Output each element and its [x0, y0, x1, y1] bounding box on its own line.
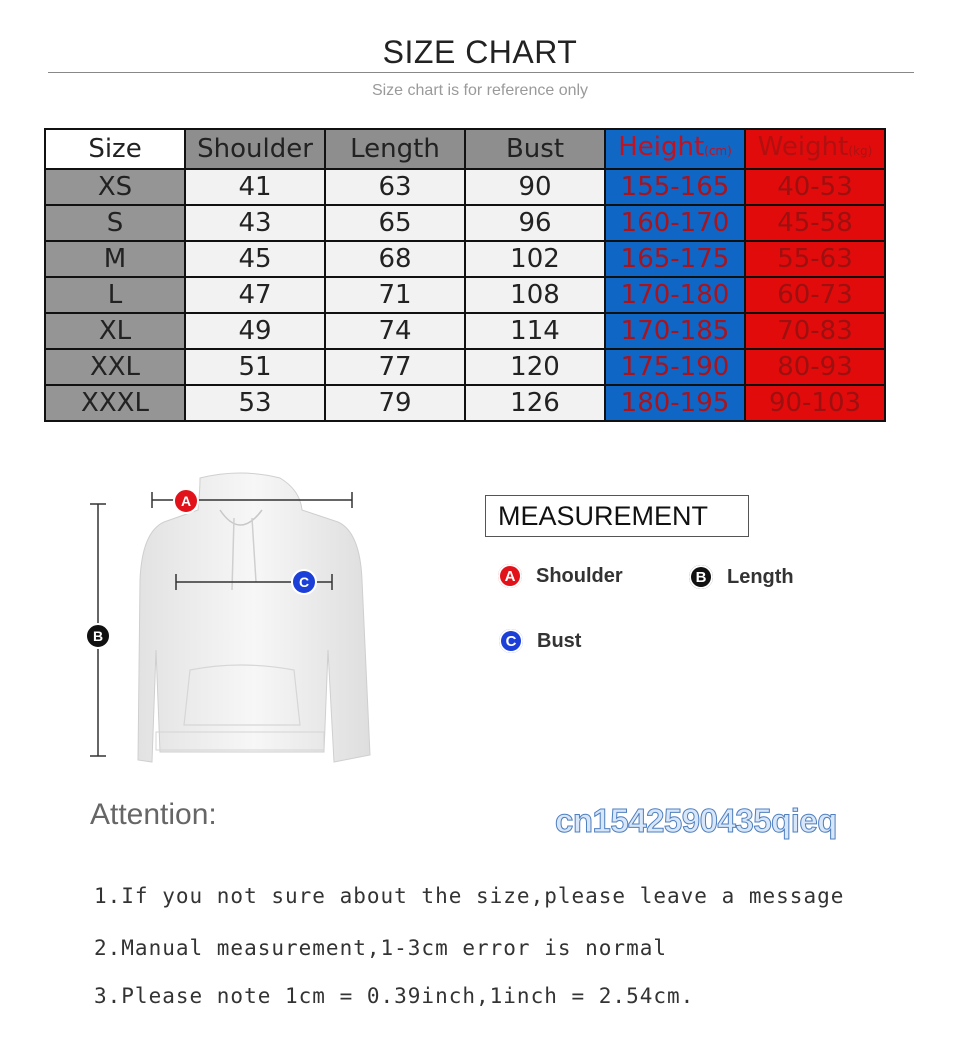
col-header-shoulder: Shoulder: [185, 129, 325, 169]
col-header-weight: [745, 129, 885, 169]
hoodie-illustration: [80, 470, 400, 770]
cell-weight: 40-53: [745, 169, 885, 205]
weight-unit: (kg): [848, 144, 873, 158]
table-row: [45, 385, 885, 421]
cell-bust: 126: [465, 385, 605, 421]
cell-bust: 96: [465, 205, 605, 241]
table-row: [45, 313, 885, 349]
legend-bust: [499, 629, 581, 653]
marker-c-label: C: [298, 574, 310, 590]
cell-shoulder: 49: [185, 313, 325, 349]
table-row: [45, 277, 885, 313]
cell-height: 170-185: [605, 313, 745, 349]
cell-height: 165-175: [605, 241, 745, 277]
cell-bust: 90: [465, 169, 605, 205]
cell-shoulder: 45: [185, 241, 325, 277]
legend-shoulder: [498, 564, 623, 588]
cell-size: S: [45, 205, 185, 241]
marker-c-icon: [292, 570, 316, 594]
weight-label: Weight: [757, 132, 849, 162]
cell-bust: 114: [465, 313, 605, 349]
marker-a-label: A: [180, 493, 192, 509]
cell-length: 74: [325, 313, 465, 349]
cell-bust: 108: [465, 277, 605, 313]
marker-a-icon: [174, 489, 198, 513]
cell-height: 175-190: [605, 349, 745, 385]
bust-marker-icon: C: [499, 629, 523, 653]
cell-length: 63: [325, 169, 465, 205]
col-header-height: [605, 129, 745, 169]
shoulder-marker-icon: A: [498, 564, 522, 588]
size-chart-title: SIZE CHART: [382, 34, 578, 70]
cell-shoulder: 51: [185, 349, 325, 385]
cell-size: XXXL: [45, 385, 185, 421]
legend-bust-label: Bust: [537, 629, 582, 652]
note-item: 1.If you not sure about the size,please leave a message: [94, 884, 845, 908]
table-row: [45, 205, 885, 241]
table-header-row: [45, 129, 885, 169]
cell-length: 79: [325, 385, 465, 421]
cell-weight: 90-103: [745, 385, 885, 421]
cell-shoulder: 41: [185, 169, 325, 205]
cell-size: XXL: [45, 349, 185, 385]
hoodie-diagram: [80, 470, 400, 770]
col-header-bust: Bust: [465, 129, 605, 169]
height-label: Height: [618, 132, 705, 162]
cell-length: 65: [325, 205, 465, 241]
cell-height: 180-195: [605, 385, 745, 421]
cell-weight: 70-83: [745, 313, 885, 349]
size-chart-subtitle: Size chart is for reference only: [371, 82, 589, 99]
cell-bust: 120: [465, 349, 605, 385]
store-watermark: cn1542590435qieq: [555, 802, 837, 839]
cell-weight: 55-63: [745, 241, 885, 277]
measurement-title: MEASUREMENT: [485, 495, 749, 537]
cell-size: XL: [45, 313, 185, 349]
cell-weight: 80-93: [745, 349, 885, 385]
col-header-size: Size: [45, 129, 185, 169]
cell-length: 77: [325, 349, 465, 385]
title-divider: [48, 72, 914, 73]
col-header-length: Length: [325, 129, 465, 169]
attention-heading: Attention:: [90, 798, 217, 831]
cell-height: 155-165: [605, 169, 745, 205]
cell-height: 170-180: [605, 277, 745, 313]
table-row: [45, 241, 885, 277]
size-table: [44, 128, 886, 422]
cell-weight: 45-58: [745, 205, 885, 241]
table-row: [45, 169, 885, 205]
cell-bust: 102: [465, 241, 605, 277]
cell-length: 71: [325, 277, 465, 313]
note-item: 2.Manual measurement,1-3cm error is normal: [94, 936, 668, 960]
marker-b-icon: [86, 624, 110, 648]
length-marker-icon: B: [689, 565, 713, 589]
legend-shoulder-label: Shoulder: [536, 564, 623, 587]
cell-size: XS: [45, 169, 185, 205]
cell-shoulder: 47: [185, 277, 325, 313]
table-row: [45, 349, 885, 385]
height-unit: (cm): [704, 144, 732, 158]
legend-length: [689, 565, 794, 589]
marker-b-label: B: [92, 628, 104, 644]
cell-shoulder: 53: [185, 385, 325, 421]
legend-length-label: Length: [727, 565, 794, 588]
cell-size: M: [45, 241, 185, 277]
cell-length: 68: [325, 241, 465, 277]
cell-height: 160-170: [605, 205, 745, 241]
cell-weight: 60-73: [745, 277, 885, 313]
cell-shoulder: 43: [185, 205, 325, 241]
note-item: 3.Please note 1cm = 0.39inch,1inch = 2.54cm.: [94, 984, 695, 1008]
cell-size: L: [45, 277, 185, 313]
